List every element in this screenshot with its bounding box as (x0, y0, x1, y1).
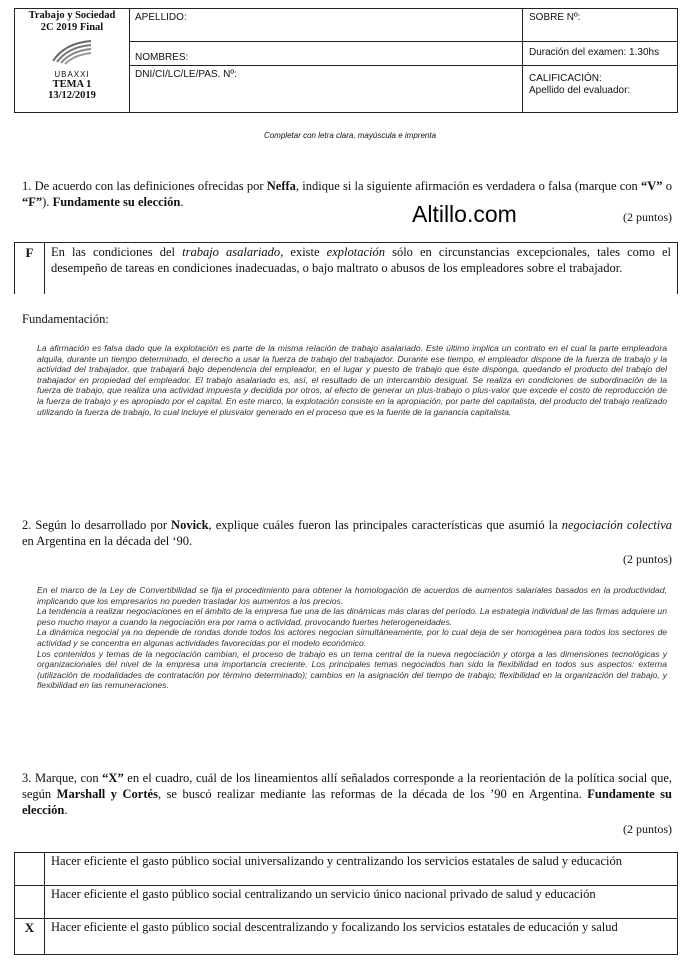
q2-author: Novick (171, 518, 209, 532)
q1-statement-text: En las condiciones del (51, 245, 183, 259)
q3-x: “X” (102, 771, 124, 785)
student-info-cell (129, 9, 523, 112)
q2-text: 2. Según lo desarrollado por (22, 518, 172, 532)
q3-text: , se buscó realizar mediante las reformas de la década de los ’90 en Argentina. (157, 787, 588, 801)
instructions: Completar con letra clara, mayúscula e imprenta (263, 131, 437, 140)
surname-label: APELLIDO: (135, 12, 187, 23)
q3-option-text: Hacer eficiente el gasto público social descentralizando y focalizando los servicios estatales de educación y salud (51, 920, 618, 934)
q2-answer-paragraph: La tendencia a realizar negociaciones en el ámbito de la empresa fue una de las dinámicas más claras del período. La estrategia individual de las firmas adquiere un peso mucho mayor a cuando la negociación era por rama o actividad, provocando fuertes heterogeneidades. (37, 606, 667, 627)
exam-meta-cell (523, 9, 677, 112)
q1-f: “F” (22, 195, 43, 209)
q2-answer-paragraph: La dinámica negocial ya no depende de rondas donde todos los actores negocian simultáneamente, por lo cual deja de ser homogénea para todos los sectores de actividad y se concentra en algunas actividades favorecidas por el modelo económico. (37, 627, 667, 648)
q1-v: “V” (641, 179, 663, 193)
q1-statement-term: trabajo asalariado (182, 245, 281, 259)
surname-field[interactable] (129, 9, 522, 42)
q3-option-checkbox[interactable]: X (15, 919, 45, 954)
evaluator-label: Apellido del evaluador: (529, 85, 631, 96)
q3-option (15, 853, 677, 886)
ubaxxi-logo-icon (49, 39, 95, 65)
q3-options-table (14, 852, 678, 955)
q1-text: 1. De acuerdo con las definiciones ofrecidas por (22, 179, 267, 193)
question-3 (22, 770, 672, 818)
q1-text: o (662, 179, 672, 193)
q3-text: 3. Marque, con (22, 771, 103, 785)
q1-answer-mark[interactable]: F (15, 243, 45, 294)
q3-text: en el cuadro, cuál de los lineamientos allí señalados corresponde a la reorientación de la política social que, según (22, 771, 672, 801)
q1-text: . (180, 195, 184, 209)
q2-points: (2 puntos) (623, 552, 672, 566)
q1-statement-text: , existe (280, 245, 327, 259)
q2-text: , explique cuáles fueron las principales características que asumió la (208, 518, 562, 532)
q1-instruction: Fundamente su elección (52, 195, 181, 209)
q3-authors: Marshall y Cortés (56, 787, 158, 801)
logo-text: UBAXXI (54, 70, 90, 79)
q1-text: , indique si la siguiente afirmación es verdadera o falsa (marque con (295, 179, 641, 193)
id-number-field[interactable] (129, 66, 522, 112)
question-1 (22, 178, 672, 210)
course-name: Trabajo y Sociedad (28, 10, 116, 21)
exam-header (14, 8, 678, 113)
grade-field[interactable] (523, 66, 677, 112)
q3-option (15, 919, 677, 954)
q3-option-checkbox[interactable] (15, 853, 45, 885)
exam-duration (523, 42, 677, 66)
exam-date: 13/12/2019 (48, 90, 96, 101)
question-2 (22, 517, 672, 549)
q1-text: ). (42, 195, 53, 209)
q2-answer (37, 585, 667, 691)
q3-option-checkbox[interactable] (15, 886, 45, 918)
id-number-label: DNI/CI/LC/LE/PAS. Nº: (135, 69, 237, 80)
q2-answer-paragraph: Los contenidos y temas de la negociación cambian, el proceso de trabajo es un tema central de la nueva negociación y otorga a las dimensiones tecnológicas y organizacionales del nivel de la empresa una importancia creciente. Los principales temas negociados han sido la flexibilidad en todos sus aspectos: externa (utilización de modalidades de contratación por término determinado); cambios en la asignación del tiempo de trabajo; flexibilidad en la organización del trabajo, y flexibilidad en las remuneraciones. (37, 648, 667, 691)
q1-statement (51, 244, 671, 276)
q1-statement-box (14, 242, 678, 294)
q3-instruction: Fundamente su elección (22, 787, 672, 817)
q3-option-text: Hacer eficiente el gasto público social centralizando un servicio único nacional privado de salud y educación (51, 887, 596, 901)
course-period: 2C 2019 Final (40, 22, 104, 33)
q1-author: Neffa (266, 179, 296, 193)
q1-points: (2 puntos) (623, 210, 672, 224)
q1-answer: La afirmación es falsa dado que la explotación es parte de la misma relación de trabajo asalariado. Este último implica un contrato en el cual la parte empleadora alquila, durante un tiempo determinado, el derecho a usar la fuerza de trabajo del trabajador. Durante ese tiempo, el empleador dispone de la fuerza de trabajo y la actividad del trabajador, que trabajará bajo dependencia del empleador, en el lugar y puesto de trabajo que éste disponga, quedando el producto del trabajo del trabajador en propiedad del empleador. El trabajo asalariado es, así, el resultado de un intercambio desigual. Se realiza en condiciones de subordinación de la fuerza de trabajo, que realiza una actividad impuesta y decidida por otros, al efecto de generar un plus-trabajo o plus-valor que excede el costo de reproducción de la fuerza de trabajo y es apropiado por el capital. En este marco, la explotación consiste en la apropiación, por parte del capitalista, del producto del trabajo realizado utilizando la fuerza de trabajo, lo cual incluye el plusvalor generado en el proceso que es la fuente de la ganancia capitalista. (37, 343, 667, 417)
q3-option-text: Hacer eficiente el gasto público social universalizando y centralizando los servicios estatales de salud y educación (51, 854, 622, 868)
names-label: NOMBRES: (135, 52, 189, 63)
q2-answer-paragraph: En el marco de la Ley de Convertibilidad se fija el procedimiento para obtener la homologación de acuerdos de aumentos salariales basados en la productividad, implicando que los empresarios no pueden trasladar los aumentos a los precios. (37, 585, 667, 606)
q1-statement-term: explotación (326, 245, 385, 259)
envelope-number-label: SOBRE Nº: (529, 12, 581, 23)
watermark: Altillo.com (412, 201, 517, 227)
duration-label: Duración del examen: 1.30hs (529, 47, 660, 58)
names-field[interactable] (129, 42, 522, 66)
envelope-number-field[interactable] (523, 9, 677, 42)
q2-term: negociación colectiva (561, 518, 672, 532)
q3-text: . (64, 803, 68, 817)
q2-text: en Argentina en la década del ‘90. (22, 534, 193, 548)
q1-fundamentacion-label: Fundamentación: (22, 312, 109, 326)
grade-label: CALIFICACIÓN: (529, 73, 602, 84)
q3-option (15, 886, 677, 919)
q3-points: (2 puntos) (623, 822, 672, 836)
exam-theme: TEMA 1 (52, 79, 92, 90)
course-info-cell (15, 9, 130, 112)
q1-statement-text: sólo en circunstancias excepcionales, tales como el desempeño de tareas en condiciones inadecuadas, o bajo maltrato o abusos de los empleadores sobre el trabajador. (51, 245, 671, 275)
